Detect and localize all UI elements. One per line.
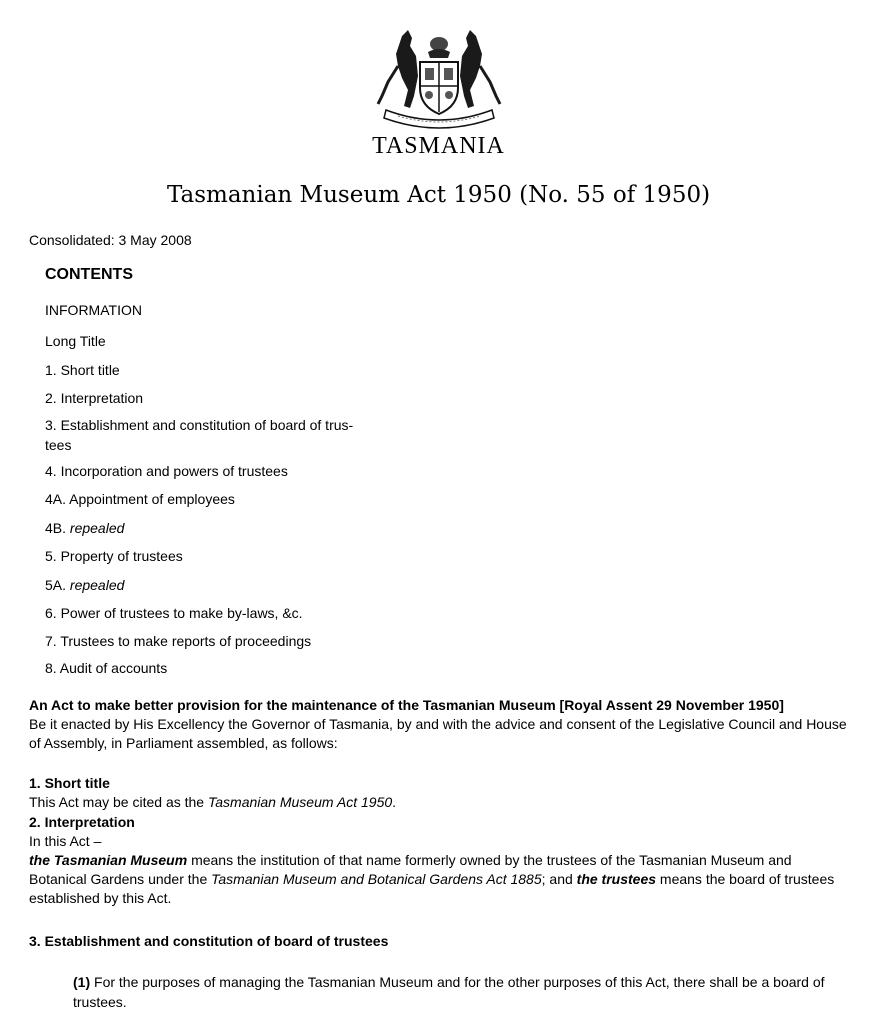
defined-term: the trustees — [576, 871, 657, 887]
toc-item-2[interactable] — [45, 388, 385, 408]
tasmania-coat-of-arms-icon — [368, 26, 510, 132]
toc-link[interactable] — [45, 362, 120, 378]
toc-item-long-title[interactable] — [45, 331, 385, 351]
section-3-heading-block — [29, 932, 849, 951]
section-1-text — [29, 793, 849, 812]
toc-num: 1. — [45, 362, 61, 378]
toc-label: Establishment and constitution of board of trus-tees — [45, 417, 354, 453]
section-2-heading: 2. Interpretation — [29, 814, 135, 830]
toc-item-7[interactable] — [45, 631, 385, 651]
toc-item-8[interactable] — [45, 658, 385, 678]
toc-num: 3. — [45, 417, 61, 433]
toc-label: Short title — [60, 362, 120, 378]
toc-label: Appointment of employees — [69, 491, 235, 507]
section-3-subsection-1 — [73, 972, 853, 1012]
toc-num: 6. — [45, 605, 61, 621]
toc-item-1[interactable] — [45, 360, 385, 380]
toc-num: 4A. — [45, 491, 70, 507]
contents-heading: CONTENTS — [45, 266, 133, 283]
consolidated-date: Consolidated: 3 May 2008 — [29, 232, 192, 248]
toc-link[interactable] — [45, 633, 311, 649]
defined-term: the Tasmanian Museum — [29, 852, 188, 868]
toc-label: Trustees to make reports of proceedings — [60, 633, 312, 649]
enacting-clause: Be it enacted by His Excellency the Governor of Tasmania, by and with the advice and consent of the Legislative Council and House of Assembly, in Parliament assembled, as follows: — [29, 716, 847, 751]
text: . — [392, 794, 397, 810]
act-name: Tasmanian Museum Act 1950 — [207, 794, 393, 810]
toc-link[interactable] — [45, 463, 288, 479]
toc-label: Incorporation and powers of trustees — [60, 463, 288, 479]
act-title: Tasmanian Museum Act 1950 (No. 55 of 1950) — [166, 182, 711, 208]
toc-num: 2. — [45, 390, 61, 406]
section-2-intro: In this Act – — [29, 833, 102, 849]
text: ; and — [541, 871, 577, 887]
toc-item-6[interactable] — [45, 603, 385, 623]
toc-label: Power of trustees to make by-laws, &c. — [60, 605, 303, 621]
text: means the board of trustees established by this Act. — [29, 871, 835, 906]
toc-item-4b[interactable] — [45, 518, 385, 538]
toc-link[interactable] — [45, 390, 143, 406]
toc-link[interactable] — [45, 520, 124, 536]
section-1-heading: 1. Short title — [29, 775, 110, 791]
toc-link[interactable] — [45, 548, 183, 564]
toc-label: INFORMATION — [45, 302, 142, 318]
section-1 — [29, 774, 849, 812]
act-name: Tasmanian Museum and Botanical Gardens Act 1885 — [211, 871, 542, 887]
toc-num: 7. — [45, 633, 61, 649]
toc-link[interactable] — [45, 577, 124, 593]
toc-label: Long Title — [45, 333, 106, 349]
toc-num: 5A. — [45, 577, 70, 593]
section-3-heading: 3. Establishment and constitution of board of trustees — [29, 933, 389, 949]
toc-link[interactable] — [45, 417, 353, 453]
text: For the purposes of managing the Tasmanian Museum and for the other purposes of this Act, there shall be a board of trustees. — [73, 974, 825, 1010]
text: means the institution of that name formerly owned by the trustees of the Tasmanian Museum and Botanical Gardens under the — [29, 852, 792, 887]
toc-item-5a[interactable] — [45, 575, 385, 595]
toc-link[interactable] — [45, 491, 235, 507]
toc-label: Property of trustees — [60, 548, 183, 564]
long-title-section — [29, 696, 849, 753]
toc-link[interactable] — [45, 302, 142, 318]
toc-num: 8. — [45, 660, 60, 676]
long-title-heading: An Act to make better provision for the maintenance of the Tasmanian Museum [Royal Assent 29 November 1950] — [29, 697, 784, 713]
toc-label: Audit of accounts — [59, 660, 168, 676]
toc-label: repealed — [69, 520, 125, 536]
state-name: TASMANIA — [372, 133, 505, 159]
toc-num: 5. — [45, 548, 61, 564]
toc-item-4a[interactable] — [45, 489, 385, 509]
toc-link[interactable] — [45, 333, 106, 349]
toc-num: 4B. — [45, 520, 70, 536]
toc-item-3[interactable] — [45, 415, 375, 455]
toc-item-information[interactable] — [45, 300, 385, 320]
toc-item-5[interactable] — [45, 546, 385, 566]
subsection-number: (1) — [73, 974, 91, 990]
section-2-definitions — [29, 851, 849, 908]
text: This Act may be cited as the — [29, 794, 208, 810]
toc-link[interactable] — [45, 605, 303, 621]
toc-item-4[interactable] — [45, 461, 385, 481]
toc-link[interactable] — [45, 660, 167, 676]
toc-label: Interpretation — [60, 390, 144, 406]
toc-num: 4. — [45, 463, 61, 479]
section-2 — [29, 813, 849, 908]
toc-label: repealed — [69, 577, 125, 593]
